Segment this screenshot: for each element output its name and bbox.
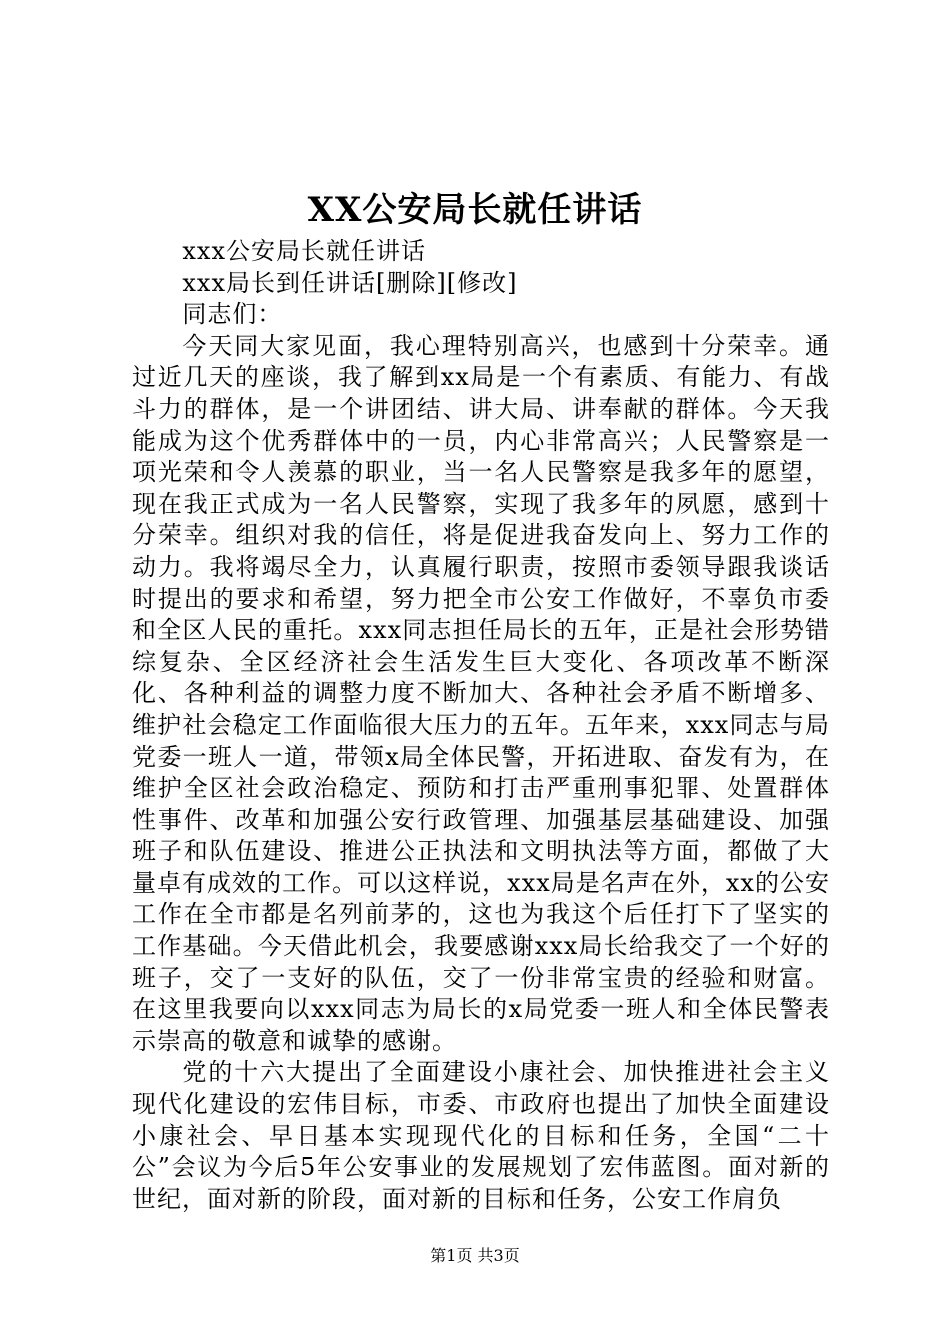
document-body <box>132 236 830 1215</box>
paragraph-heading: xxx局长到任讲话[删除][修改] <box>182 268 518 297</box>
page-number: 第1页 共3页 <box>430 1246 520 1265</box>
paragraph-salutation: 同志们： <box>182 300 283 329</box>
paragraph-body: 党的十六大提出了全面建设小康社会、加快推进社会主义现代化建设的宏伟目标，市委、市政府也提出了加快全面建设小康社会、早日基本实现现代化的目标和任务，全国“二十公”会议为今后5年公安事业的发展规划了宏伟蓝图。面对新的世纪，面对新的阶段，面对新的目标和任务，公安工作肩负 <box>132 1058 830 1213</box>
paragraph-subtitle: xxx公安局长就任讲话 <box>182 237 426 265</box>
paragraph-body: 今天同大家见面，我心理特别高兴，也感到十分荣幸。通过近几天的座谈，我了解到xx局是一个有素质、有能力、有战斗力的群体，是一个讲团结、讲大局、讲奉献的群体。今天我能成为这个优秀群体中的一员，内心非常高兴；人民警察是一项光荣和令人羡慕的职业，当一名人民警察是我多年的愿望，现在我正式成为一名人民警察，实现了我多年的夙愿，感到十分荣幸。组织对我的信任，将是促进我奋发向上、努力工作的动力。我将竭尽全力，认真履行职责，按照市委领导跟我谈话时提出的要求和希望，努力把全市公安工作做好，不辜负市委和全区人民的重托。xxx同志担任局长的五年，正是社会形势错综复杂、全区经济社会生活发生巨大变化、各项改革不断深化、各种利益的调整力度不断加大、各种社会矛盾不断增多、维护社会稳定工作面临很大压力的五年。五年来，xxx同志与局党委一班人一道，带领x局全体民警，开拓进取、奋发有为，在维护全区社会政治稳定、预防和打击严重刑事犯罪、处置群体性事件、改革和加强公安行政管理、加强基层基础建设、加强班子和队伍建设、推进公正执法和文明执法等方面，都做了大量卓有成效的工作。可以这样说，xxx局是名声在外，xx的公安工作在全市都是名列前茅的，这也为我这个后任打下了坚实的工作基础。今天借此机会，我要感谢xxx局长给我交了一个好的班子，交了一支好的队伍，交了一份非常宝贵的经验和财富。在这里我要向以xxx同志为局长的x局党委一班人和全体民警表示崇高的敬意和诚挚的感谢。 <box>132 331 830 1055</box>
document-title: XX公安局长就任讲话 <box>307 190 643 230</box>
